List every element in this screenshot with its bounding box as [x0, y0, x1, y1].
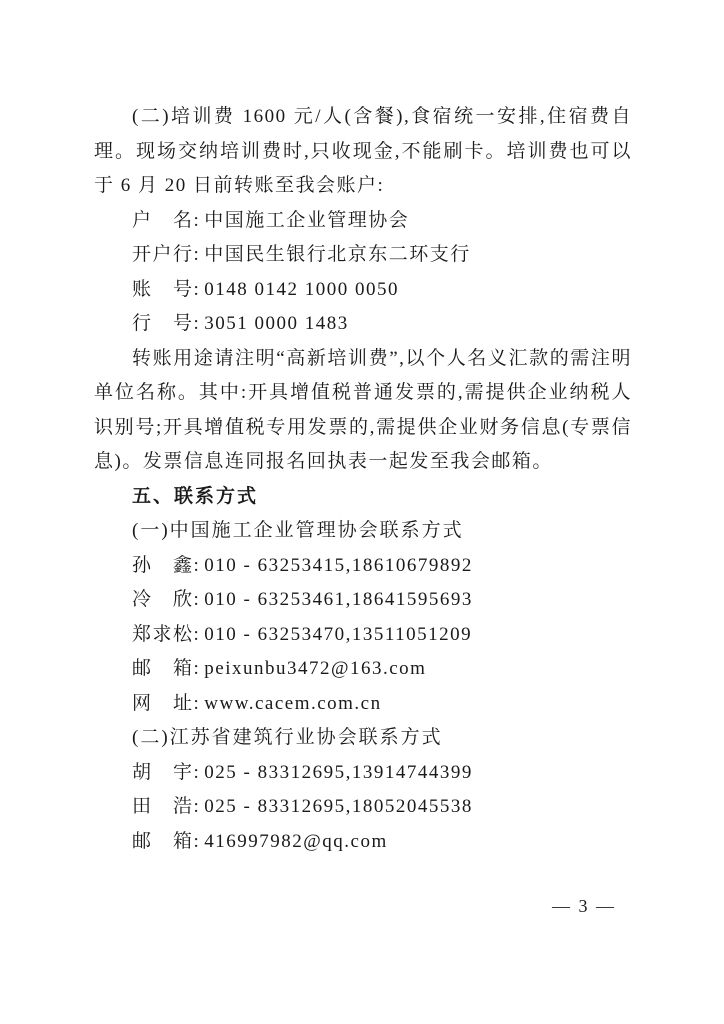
- contact-website-value: www.cacem.com.cn: [204, 692, 382, 714]
- bank-detail-bank-number: [94, 307, 632, 342]
- section-heading-contact: 五、联系方式: [132, 485, 259, 507]
- bank-detail-account-name: [94, 204, 632, 239]
- paragraph-training-fee: (二)培训费 1600 元/人(含餐),食宿统一安排,住宿费自理。现场交纳培训费时,只收现金,不能刷卡。培训费也可以于 6 月 20 日前转账至我会账户:: [94, 106, 632, 196]
- contact-row: [94, 756, 632, 791]
- bank-detail-label: 行 号:: [132, 313, 201, 334]
- contact-phone: 010 - 63253470,13511051209: [204, 623, 473, 645]
- page-number: — 3 —: [552, 896, 616, 916]
- bank-detail-bank-branch: [94, 238, 632, 273]
- bank-detail-account-number: [94, 273, 632, 308]
- bank-detail-value: 中国施工企业管理协会: [204, 209, 410, 231]
- contact-name: 孙 鑫:: [132, 554, 201, 576]
- contact-row-website: [94, 687, 632, 722]
- contact-row: [94, 618, 632, 653]
- bank-detail-value: 0148 0142 1000 0050: [204, 278, 400, 300]
- bank-detail-value: 中国民生银行北京东二环支行: [204, 244, 471, 265]
- contact-email-label: 邮 箱:: [132, 658, 201, 679]
- contact-name: 郑求松:: [132, 623, 201, 645]
- bank-detail-label: 户 名:: [132, 209, 201, 231]
- contact-row: [94, 549, 632, 584]
- contact-email-value: 416997982@qq.com: [204, 830, 388, 852]
- contact-row-email: [94, 652, 632, 687]
- contact-phone: 025 - 83312695,13914744399: [204, 761, 473, 783]
- bank-detail-value: 3051 0000 1483: [204, 313, 349, 334]
- contact-name: 胡 宇:: [132, 761, 201, 783]
- contact-name: 田 浩:: [132, 796, 201, 817]
- contact-email-label: 邮 箱:: [132, 830, 201, 852]
- bank-detail-label: 开户行:: [132, 244, 201, 265]
- paragraph-transfer-note: 转账用途请注明“高新培训费”,以个人名义汇款的需注明单位名称。其中:开具增值税普通发票的,需提供企业纳税人识别号;开具增值税专用发票的,需提供企业财务信息(专票信息)。发票信息连同报名回执表一起发至我会邮箱。: [94, 347, 632, 472]
- contact-phone: 010 - 63253415,18610679892: [204, 554, 473, 576]
- contact-name: 冷 欣:: [132, 589, 201, 610]
- bank-detail-label: 账 号:: [132, 278, 201, 300]
- contact-row: [94, 583, 632, 618]
- contact-row-email: [94, 825, 632, 860]
- contact-website-label: 网 址:: [132, 692, 201, 714]
- contact-row: [94, 790, 632, 825]
- contact-email-value: peixunbu3472@163.com: [204, 658, 427, 679]
- document-body: [94, 100, 632, 859]
- contact-phone: 025 - 83312695,18052045538: [204, 796, 473, 817]
- contact-phone: 010 - 63253461,18641595693: [204, 589, 473, 610]
- contact-group2-title: (二)江苏省建筑行业协会联系方式: [132, 727, 443, 748]
- contact-group1-title: (一)中国施工企业管理协会联系方式: [132, 520, 464, 541]
